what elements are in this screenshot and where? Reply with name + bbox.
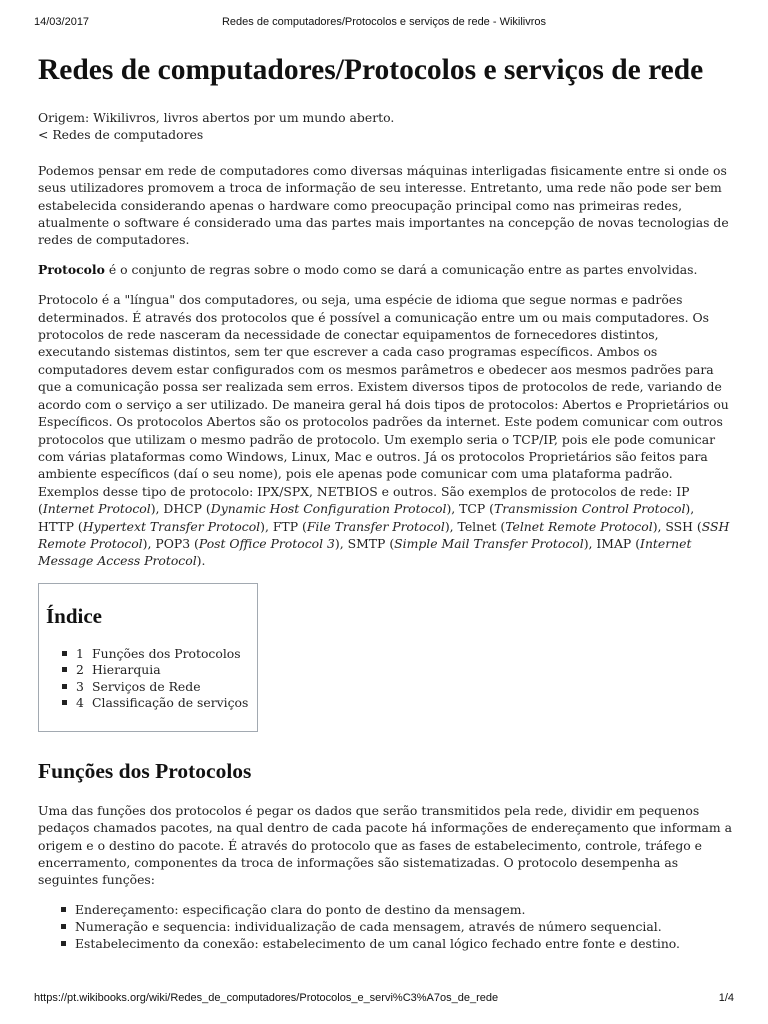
desc-italic: File Transfer Protocol bbox=[306, 518, 445, 534]
section-heading: Funções dos Protocolos bbox=[38, 758, 252, 783]
desc-text: ), IMAP ( bbox=[583, 535, 641, 551]
print-page-title: Redes de computadores/Protocolos e serviços de rede - Wikilivros bbox=[221, 16, 547, 28]
desc-italic: Transmission Control Protocol bbox=[494, 501, 686, 517]
square-bullet-icon bbox=[62, 684, 67, 689]
table-of-contents bbox=[38, 583, 258, 732]
toc-item[interactable] bbox=[62, 646, 257, 663]
desc-italic: Internet Message Access Protocol bbox=[38, 535, 692, 569]
desc-text: ), SSH ( bbox=[652, 518, 702, 534]
toc-item-number: 1 bbox=[76, 645, 84, 661]
intro-paragraph: Podemos pensar em rede de computadores como diversas máquinas interligadas fisicamente entre si onde os seus utilizadores promovem a troca de informação de seu interesse. Entretanto, uma rede não pode ser bem estabelecida considerando apenas o hardware como preocupação principal como nas primeiras redes, atualmente o software é considerado uma das partes mais importantes na concepção de novas tecnologias de redes de computadores. bbox=[38, 162, 729, 248]
protocol-definition-text: é o conjunto de regras sobre o modo como se dará a comunicação entre as partes envolvidas. bbox=[104, 261, 698, 277]
list-item-text: Estabelecimento da conexão: estabelecimento de um canal lógico fechado entre fonte e destino. bbox=[75, 936, 680, 952]
square-bullet-icon bbox=[62, 651, 67, 656]
desc-text: Protocolo é a "língua" dos computadores, ou seja, uma espécie de idioma que segue normas e padrões determinados. É através dos protocolos que é possível a comunicação entre um ou mais computadores. Os protocolos de rede nasceram da necessidade de conectar equipamentos de fornecedores distintos, executando sistemas distintos, sem ter que escrever a cada caso programas específicos. Ambos os computadores devem estar configurados com os mesmos parâmetros e obedecer aos mesmos padrões para que a comunicação possa ser realizada sem erros. Existem diversos tipos de protocolos de rede, variando de acordo com o serviço a ser utilizado. De maneira geral há dois tipos de protocolos: Abertos e Proprietários ou Específicos. Os protocolos Abertos são os protocolos padrões da internet. Este podem comunicar com outros protocolos que utilizam o mesmo padrão de protocolo. Um exemplo seria o TCP/IP, pois ele pode comunicar com várias plataformas como Windows, Linux, Mac e outros. Já os protocolos Proprietários são feitos para ambiente específicos (daí o seu nome), pois ele apenas pode comunicar com uma plataforma padrão. Exemplos desse tipo de protocolo: IPX/SPX, NETBIOS e outros. São exemplos de protocolos de rede: IP ( bbox=[38, 292, 729, 517]
list-item bbox=[61, 901, 734, 918]
square-bullet-icon bbox=[62, 700, 67, 705]
toc-item-number: 3 bbox=[76, 678, 84, 694]
protocol-description bbox=[38, 291, 734, 570]
list-item-text: Endereçamento: especificação clara do ponto de destino da mensagem. bbox=[75, 901, 526, 917]
print-date: 14/03/2017 bbox=[34, 16, 90, 28]
toc-item-label: Serviços de Rede bbox=[92, 678, 201, 694]
functions-list bbox=[38, 901, 734, 953]
square-bullet-icon bbox=[61, 924, 66, 929]
toc-item-number: 2 bbox=[76, 662, 84, 678]
print-header bbox=[0, 16, 768, 32]
page-title: Redes de computadores/Protocolos e serviços de rede bbox=[38, 54, 704, 86]
square-bullet-icon bbox=[61, 941, 66, 946]
toc-item[interactable] bbox=[62, 695, 257, 712]
section-paragraph: Uma das funções dos protocolos é pegar os dados que serão transmitidos pela rede, dividir em pequenos pedaços chamados pacotes, na qual dentro de cada pacote há informações de endereçamento que informam a origem e o destino do pacote. É através do protocolo que as fases de estabelecimento, controle, tráfego e encerramento, componentes da troca de informações são sistematizadas. O protocolo desempenha as seguintes funções: bbox=[38, 802, 732, 888]
desc-italic: Internet Protocol bbox=[42, 501, 151, 517]
article-content bbox=[38, 54, 734, 952]
desc-italic: Telnet Remote Protocol bbox=[505, 518, 653, 534]
page-number: 1/4 bbox=[718, 992, 734, 1004]
back-link[interactable]: < Redes de computadores bbox=[38, 127, 204, 143]
toc-item-label: Funções dos Protocolos bbox=[92, 645, 241, 661]
desc-text: ), DHCP ( bbox=[150, 501, 211, 517]
print-footer bbox=[0, 992, 768, 1008]
toc-item-number: 4 bbox=[76, 695, 84, 711]
origin-block bbox=[38, 109, 734, 144]
list-item-text: Numeração e sequencia: individualização de cada mensagem, através de número sequencial. bbox=[75, 918, 662, 934]
desc-text: ), Telnet ( bbox=[444, 518, 506, 534]
desc-italic: Dynamic Host Configuration Protocol bbox=[210, 501, 447, 517]
desc-text: ), HTTP ( bbox=[38, 501, 695, 534]
toc-title: Índice bbox=[46, 603, 103, 628]
square-bullet-icon bbox=[62, 667, 67, 672]
square-bullet-icon bbox=[61, 907, 66, 912]
origin-text: Origem: Wikilivros, livros abertos por um mundo aberto. bbox=[38, 110, 395, 125]
page-url: https://pt.wikibooks.org/wiki/Redes_de_computadores/Protocolos_e_servi%C3%A7os_de_rede bbox=[34, 992, 499, 1004]
desc-text: ), TCP ( bbox=[446, 501, 495, 517]
list-item bbox=[61, 935, 734, 952]
toc-item[interactable] bbox=[62, 679, 257, 696]
protocol-term: Protocolo bbox=[38, 261, 105, 277]
protocol-definition bbox=[38, 261, 734, 278]
toc-item[interactable] bbox=[62, 662, 257, 679]
desc-italic: Simple Mail Transfer Protocol bbox=[394, 535, 584, 551]
toc-list bbox=[46, 646, 257, 712]
desc-italic: Hypertext Transfer Protocol bbox=[82, 518, 261, 534]
desc-italic: SSH Remote Protocol bbox=[38, 518, 730, 551]
desc-text: ), FTP ( bbox=[260, 518, 307, 534]
list-item bbox=[61, 918, 734, 935]
desc-text: ). bbox=[196, 553, 206, 569]
toc-item-label: Classificação de serviços bbox=[92, 695, 249, 711]
desc-text: ), POP3 ( bbox=[142, 535, 199, 551]
toc-item-label: Hierarquia bbox=[92, 662, 161, 678]
desc-italic: Post Office Protocol 3 bbox=[198, 535, 335, 551]
desc-text: ), SMTP ( bbox=[334, 535, 395, 551]
